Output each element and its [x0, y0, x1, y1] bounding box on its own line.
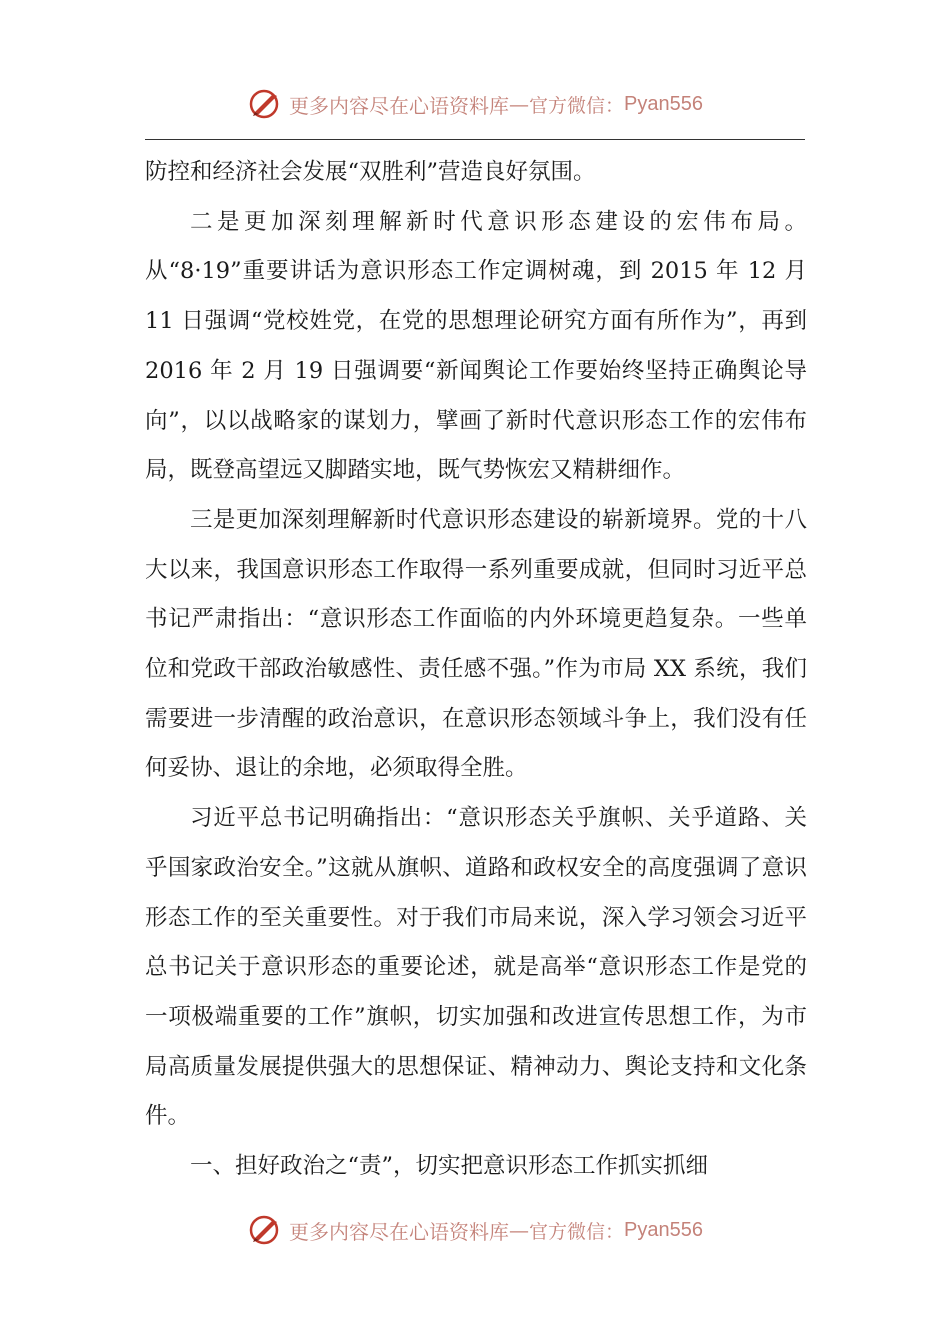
header-wechat-label: 官方微信： — [529, 94, 625, 117]
footer-wechat-label: 官方微信： — [529, 1220, 625, 1243]
pen-logo-icon — [247, 1212, 283, 1248]
header-dash: — — [509, 92, 529, 116]
footer-brand: 更多内容尽在心语资料库 — [289, 1219, 509, 1244]
footer-wechat-id: Pyan556 — [624, 1218, 703, 1241]
header-rule — [145, 139, 805, 140]
paragraph-2: 二是更加深刻理解新时代意识形态建设的宏伟布局。从“8·19”重要讲话为意识形态工作定调树魂，到 2015 年 12 月 11 日强调“党校姓党，在党的思想理论研究方面有所作为”，再到 2016 年 2 月 19 日强调要“新闻舆论工作要始终坚持正确舆论导向”，以以战略家的谋划力，擘画了新时代意识形态工作的宏伟布局，既登高望远又脚踏实地，既气势恢宏又精耕细作。 — [145, 208, 807, 484]
paragraph-4: 习近平总书记明确指出：“意识形态关乎旗帜、关乎道路、关乎国家政治安全。”这就从旗帜、道路和政权安全的高度强调了意识形态工作的至关重要性。对于我们市局来说，深入学习领会习近平总书记关于意识形态的重要论述，就是高举“意识形态工作是党的一项极端重要的工作”旗帜，切实加强和改进宣传思想工作，为市局高质量发展提供强大的思想保证、精神动力、舆论支持和文化条件。 — [145, 805, 807, 1130]
header-wechat-id: Pyan556 — [624, 92, 703, 115]
document-body — [145, 148, 807, 1192]
header-brand: 更多内容尽在心语资料库 — [289, 93, 509, 118]
paragraph-3: 三是更加深刻理解新时代意识形态建设的崭新境界。党的十八大以来，我国意识形态工作取得一系列重要成就，但同时习近平总书记严肃指出：“意识形态工作面临的内外环境更趋复杂。一些单位和党政干部政治敏感性、责任感不强。”作为市局 XX 系统，我们需要进一步清醒的政治意识，在意识形态领域斗争上，我们没有任何妥协、退让的余地，必须取得全胜。 — [145, 506, 807, 782]
header-banner — [0, 84, 950, 124]
footer-banner — [0, 1210, 950, 1250]
paragraph-1: 防控和经济社会发展“双胜利”营造良好氛围。 — [145, 159, 596, 185]
section-heading: 一、担好政治之“责”，切实把意识形态工作抓实抓细 — [190, 1153, 709, 1180]
footer-dash: — — [509, 1218, 529, 1242]
pen-logo-icon — [247, 86, 283, 122]
